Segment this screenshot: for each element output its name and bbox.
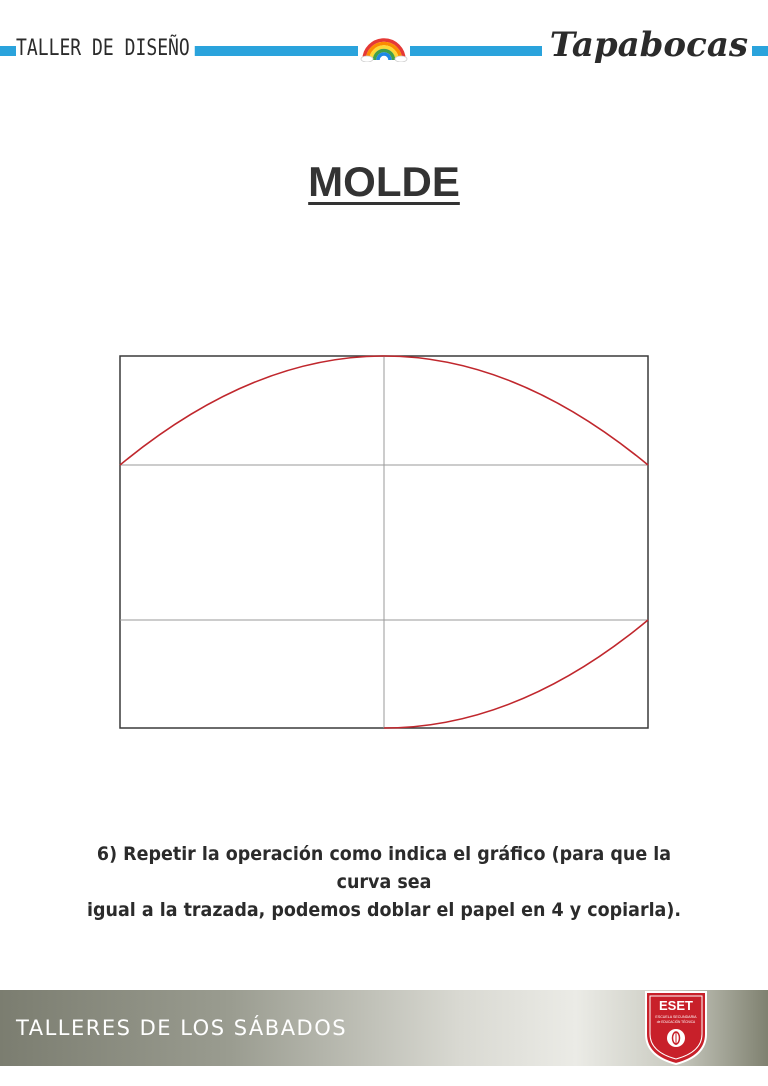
header-left-title: TALLER DE DISEÑO (16, 34, 195, 64)
instruction-line-1: 6) Repetir la operación como indica el gráfico (para que la curva sea (96, 843, 672, 893)
logo-subtitle-2: de EDUCACIÓN TÉCNICA (656, 1020, 696, 1024)
logo-subtitle-1: ESCUELA SECUNDARIA (655, 1015, 697, 1019)
instruction-line-2: igual a la trazada, podemos doblar el papel en 4 y copiarla). (86, 899, 681, 921)
footer-text: TALLERES DE LOS SÁBADOS (16, 1016, 348, 1040)
instruction-text (68, 840, 701, 924)
logo-name: ESET (659, 998, 693, 1013)
rainbow-icon (358, 32, 410, 62)
page-title: MOLDE (308, 158, 460, 205)
header-right-title: Tapabocas (542, 24, 752, 66)
lower-curve (384, 620, 648, 728)
pattern-diagram (118, 354, 652, 734)
eset-shield-logo (642, 988, 710, 1066)
